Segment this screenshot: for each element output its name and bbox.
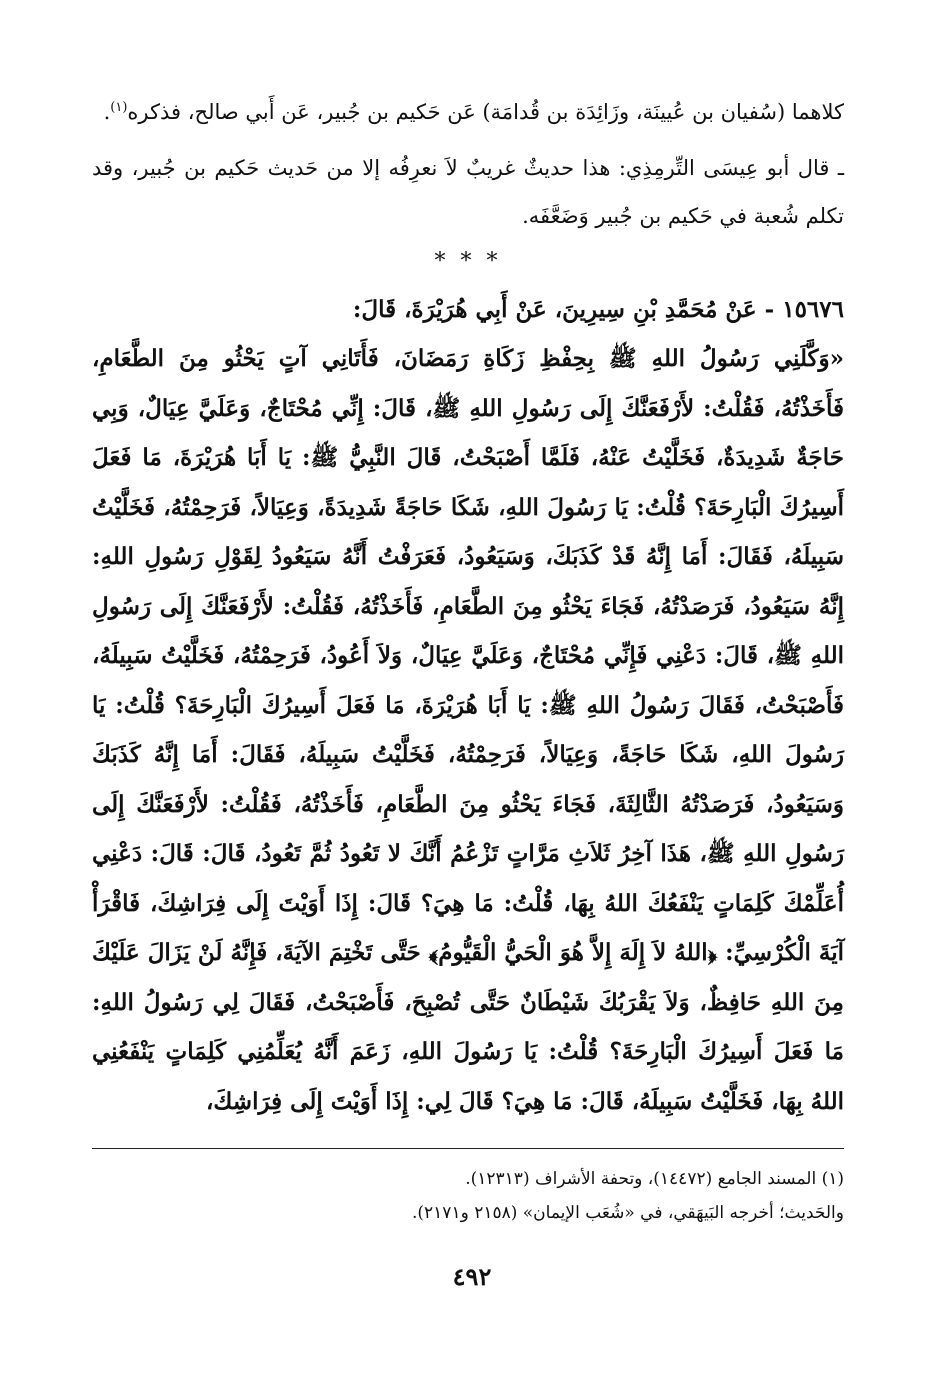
footnote-divider <box>92 1148 844 1149</box>
intro-line-1: كلاهما (سُفيان بن عُيينَة، وزَائِدَة بن قُدامَة) عَن حَكيم بن جُبير، عَن أَبي صالح، <box>187 100 844 124</box>
section-separator: * * * <box>434 249 502 274</box>
hadith-text: «وَكَّلَنِي رَسُولُ اللهِ ﷺ بِحِفْظِ زَكَاةِ رَمَضَانَ، فَأَتَانِي آتٍ يَحْثُو مِنَ الطَّعَامِ، فَأَخَذْتُهُ، فَقُلْتُ: لأَرْفَعَنَّكَ إِلَى رَسُولِ اللهِ ﷺ، قَالَ: إِنِّي مُحْتَاجٌ، وَعَلَيَّ عِيَالٌ، وَبِي حَاجَةٌ شَدِيدَةٌ، فَخَلَّيْتُ عَنْهُ، فَلَمَّا أَصْبَحْتُ، قَالَ النَّبِيُّ ﷺ: يَا أَبَا هُرَيْرَةَ، مَا فَعَلَ أَسِيرُكَ الْبَارِحَةَ؟ قُلْتُ: يَا رَسُولَ اللهِ، شَكَا حَاجَةً شَدِيدَةً، وَعِيَالاً، فَرَحِمْتُهُ، فَخَلَّيْتُ سَبِيلَهُ، فَقَالَ: أَمَا إِنَّهُ قَدْ كَذَبَكَ، وَسَيَعُودُ، فَعَرَفْتُ أَنَّهُ سَيَعُودُ لِقَوْلِ رَسُولِ اللهِ: إِنَّهُ سَيَعُودُ، فَرَصَدْتُهُ، فَجَاءَ يَحْثُو مِنَ الطَّعَامِ، فَأَخَذْتُهُ، فَقُلْتُ: لأَرْفَعَنَّكَ إِلَى رَسُولِ اللهِ ﷺ، قَالَ: دَعْنِي فَإِنِّي مُحْتَاجٌ، وَعَلَيَّ عِيَالٌ، وَلاَ أَعُودُ، فَرَحِمْتُهُ، فَخَلَّيْتُ سَبِيلَهُ، فَأَصْبَحْتُ، فَقَالَ رَسُولُ اللهِ ﷺ: يَا أَبَا هُرَيْرَةَ، مَا فَعَلَ أَسِيرُكَ الْبَارِحَةَ؟ قُلْتُ: يَا رَسُولَ اللهِ، شَكَا حَاجَةً، وَعِيَالاً، فَرَحِمْتُهُ، فَخَلَّيْتُ سَبِيلَهُ، فَقَالَ: أَمَا إِنَّهُ كَذَبَكَ وَسَيَعُودُ، فَرَصَدْتُهُ الثَّالِثَةَ، فَجَاءَ يَحْثُو مِنَ الطَّعَامِ، فَأَخَذْتُهُ، فَقُلْتُ: لأَرْفَعَنَّكَ إِلَى رَسُولِ اللهِ ﷺ، هَذَا آخِرُ ثَلاَثِ مَرَّاتٍ تَزْعُمُ أَنَّكَ لا تَعُودُ ثُمَّ تَعُودُ، قَالَ: قَالَ: دَعْنِي أُعَلِّمْكَ كَلِمَاتٍ يَنْفَعُكَ اللهُ بِهَا، قُلْتُ: مَا هِيَ؟ قَالَ: إِذَا أَوَيْتَ إِلَى فِرَاشِكَ، فَاقْرَأْ آيَةَ الْكُرْسِيِّ: ﴿اللهُ لاَ إِلَهَ إِلاَّ هُوَ الْحَيُّ الْقَيُّومُ﴾ حَتَّى تَخْتِمَ الآيَةَ، فَإِنَّهُ لَنْ يَزَالَ عَلَيْكَ مِنَ اللهِ حَافِظٌ، وَلاَ يَقْرَبُكَ شَيْطَانٌ حَتَّى تُصْبِحَ، فَأَصْبَحْتُ، فَقَالَ لِي رَسُولُ اللهِ: مَا فَعَلَ أَسِيرُكَ الْبَارِحَةَ؟ قُلْتُ: يَا رَسُولَ اللهِ، زَعَمَ أَنَّهُ يُعَلِّمُنِي كَلِمَاتٍ يَنْفَعُنِي اللهُ بِهَا، فَخَلَّيْتُ سَبِيلَهُ، قَالَ: مَا هِيَ؟ قَالَ لِي: إِذَا أَوَيْتَ إِلَى فِرَاشِكَ، <box>92 345 844 1115</box>
page-number: ٤٩٢ <box>452 1262 492 1291</box>
tirmidhi-note: ـ قال أبو عِيسَى التِّرمِذِي: هذا حديثٌ غريبٌ لاَ نعرِفُه إلا من حَديث حَكيم بن جُبير، وقد تكلم شُعبة في حَكيم بن جُبير وَضَعَّفَه. <box>92 156 844 228</box>
intro-line-2: فذكره <box>127 100 182 124</box>
intro-line-2-end: . <box>103 100 111 124</box>
footnote-1: (١) المسند الجامع (١٤٤٧٢)، وتحفة الأشراف (١٢٣١٣). <box>465 1169 844 1189</box>
page-body <box>92 88 844 1126</box>
footnotes <box>300 1162 844 1230</box>
footnote-marker[interactable]: (١) <box>110 100 128 115</box>
intro-paragraph <box>92 88 844 136</box>
footnote-2: والحَديث؛ أخرجه البَيهَقي، في «شُعَب الإيمان» (٢١٥٨ و٢١٧١). <box>412 1203 844 1223</box>
hadith-heading: ١٥٦٧٦ - عَنْ مُحَمَّدِ بْنِ سِيرِينَ، عَنْ أَبِي هُرَيْرَةَ، قَالَ: <box>352 296 844 323</box>
